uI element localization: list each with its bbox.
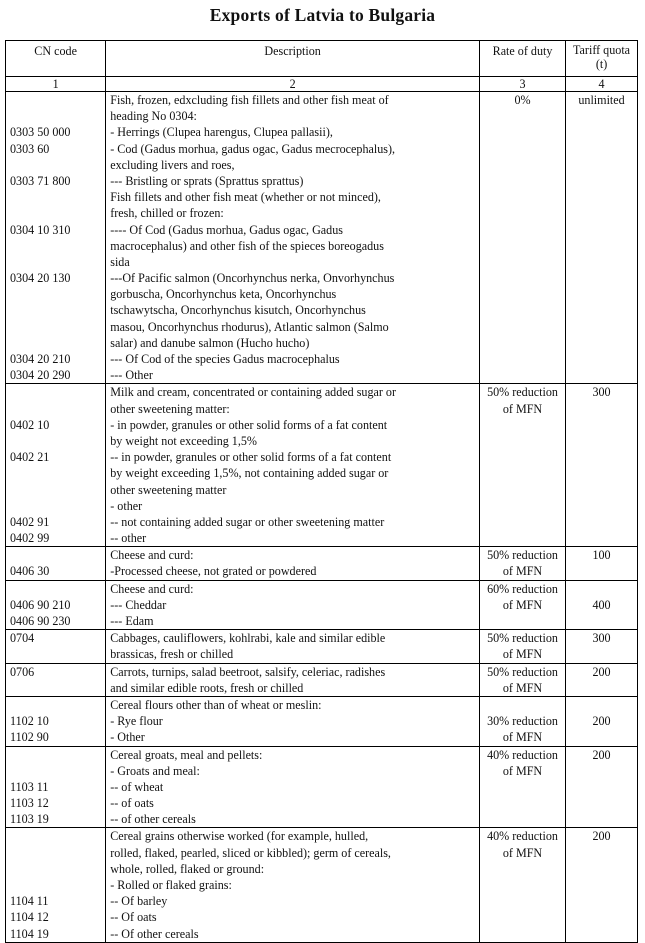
cn-code-cell bbox=[6, 580, 106, 630]
description-line: rolled, flaked, pearled, sliced or kibbled); germ of cereals, bbox=[110, 845, 391, 860]
cn-code-line bbox=[10, 763, 103, 779]
description-line: gorbuscha, Oncorhynchus keta, Oncorhynchus bbox=[110, 287, 337, 302]
description-line: - Other bbox=[110, 730, 145, 745]
cn-code-cell bbox=[6, 92, 106, 384]
description-line: Fish, frozen, edxcluding fish fillets and other fish meat of bbox=[110, 93, 389, 107]
description-cell bbox=[106, 696, 480, 746]
tariff-quota-cell bbox=[566, 384, 638, 547]
tariff-quota-line: 100 bbox=[592, 548, 611, 563]
cn-code-line bbox=[10, 189, 103, 205]
description-line: -- Of oats bbox=[110, 910, 157, 925]
description-line: excluding livers and roes, bbox=[110, 157, 235, 172]
description-line: other sweetening matter: bbox=[110, 401, 230, 416]
description-line: Fish fillets and other fish meat (whether or not minced), bbox=[110, 190, 381, 205]
description-line: sida bbox=[110, 254, 130, 269]
tariff-quota-line bbox=[568, 581, 635, 597]
description-line: Cabbages, cauliflowers, kohlrabi, kale and similar edible bbox=[110, 631, 386, 646]
cn-code-line: 0402 99 bbox=[10, 531, 50, 546]
table-row bbox=[6, 828, 638, 942]
description-line: --- Edam bbox=[110, 614, 154, 628]
description-line: -- in powder, granules or other solid forms of a fat content bbox=[110, 450, 392, 465]
rate-of-duty-line: of MFN bbox=[502, 647, 543, 662]
cn-code-line bbox=[10, 845, 103, 861]
tariff-quota-cell bbox=[566, 630, 638, 663]
description-line: - in powder, granules or other solid forms of a fat content bbox=[110, 417, 388, 432]
cn-code-line bbox=[10, 433, 103, 449]
rate-of-duty-cell bbox=[479, 696, 565, 746]
cn-code-line: 0406 30 bbox=[10, 564, 50, 579]
cn-code-line: 1103 12 bbox=[10, 796, 49, 811]
cn-code-line: 0304 20 130 bbox=[10, 271, 71, 286]
cn-code-line bbox=[10, 697, 103, 713]
description-line: --- Bristling or sprats (Sprattus sprattus) bbox=[110, 173, 304, 188]
cn-code-cell bbox=[6, 663, 106, 696]
rate-of-duty-line: 30% reduction bbox=[487, 714, 558, 729]
cn-code-line: 0402 21 bbox=[10, 450, 50, 465]
cn-code-line: 0304 20 290 bbox=[10, 368, 71, 383]
description-line: --- Of Cod of the species Gadus macrocephalus bbox=[110, 352, 340, 366]
description-line: -- of oats bbox=[110, 796, 154, 811]
cn-code-line bbox=[10, 238, 103, 254]
cn-code-line: 0402 91 bbox=[10, 514, 50, 529]
description-cell bbox=[106, 384, 480, 547]
cn-code-line bbox=[10, 747, 103, 763]
tariff-quota-cell bbox=[566, 92, 638, 384]
description-line: Cereal flours other than of wheat or meslin: bbox=[110, 697, 322, 712]
cn-code-line bbox=[10, 877, 103, 893]
cn-code-line: 1104 11 bbox=[10, 894, 49, 909]
cn-code-line: 1103 11 bbox=[10, 779, 49, 794]
cn-code-line: 0406 90 230 bbox=[10, 614, 71, 628]
description-line: -- other bbox=[110, 531, 147, 546]
tariff-quota-line: 400 bbox=[592, 597, 611, 612]
cn-code-line: 1103 19 bbox=[10, 812, 49, 827]
tariff-quota-line: 300 bbox=[592, 631, 611, 646]
description-line: ---- Of Cod (Gadus morhua, Gadus ogac, Gadus bbox=[110, 222, 343, 237]
table-row bbox=[6, 630, 638, 663]
cn-code-line bbox=[10, 319, 103, 335]
rate-of-duty-line: of MFN bbox=[502, 597, 543, 612]
cn-code-cell bbox=[6, 630, 106, 663]
rate-of-duty-cell bbox=[479, 828, 565, 942]
table-row bbox=[6, 696, 638, 746]
description-cell bbox=[106, 828, 480, 942]
cn-code-line bbox=[10, 205, 103, 221]
cn-code-line bbox=[10, 302, 103, 318]
tariff-quota-line: 200 bbox=[592, 747, 611, 762]
cn-code-line bbox=[10, 861, 103, 877]
rate-of-duty-line: 50% reduction bbox=[487, 385, 558, 400]
description-line: whole, rolled, flaked or ground: bbox=[110, 861, 265, 876]
cn-code-cell bbox=[6, 828, 106, 942]
rate-of-duty-cell bbox=[479, 630, 565, 663]
cn-code-line bbox=[10, 581, 103, 597]
description-cell bbox=[106, 92, 480, 384]
tariff-quota-line: 200 bbox=[592, 664, 611, 679]
rate-of-duty-cell bbox=[479, 384, 565, 547]
header-rate-of-duty: Rate of duty bbox=[479, 41, 565, 77]
tariff-quota-cell bbox=[566, 696, 638, 746]
cn-code-cell bbox=[6, 547, 106, 580]
cn-code-line: 1102 10 bbox=[10, 714, 49, 729]
table-row bbox=[6, 746, 638, 828]
cn-code-line: 0303 60 bbox=[10, 141, 50, 156]
column-number-4: 4 bbox=[566, 77, 638, 92]
description-line: Cheese and curd: bbox=[110, 581, 194, 596]
description-cell bbox=[106, 547, 480, 580]
cn-code-line bbox=[10, 498, 103, 514]
tariff-quota-line: 200 bbox=[592, 714, 611, 729]
rate-of-duty-line: 0% bbox=[514, 93, 531, 107]
description-cell bbox=[106, 663, 480, 696]
description-line: - Rye flour bbox=[110, 714, 163, 729]
cn-code-line bbox=[10, 547, 103, 563]
cn-code-line bbox=[10, 401, 103, 417]
header-tariff-quota: Tariff quota (t) bbox=[566, 41, 638, 77]
rate-of-duty-line: of MFN bbox=[502, 730, 543, 745]
description-line: brassicas, fresh or chilled bbox=[110, 647, 234, 662]
cn-code-cell bbox=[6, 746, 106, 828]
tariff-quota-line: 300 bbox=[592, 385, 611, 400]
table-row bbox=[6, 92, 638, 384]
description-line: - Herrings (Clupea harengus, Clupea pallasii), bbox=[110, 125, 333, 140]
description-line: ---Of Pacific salmon (Oncorhynchus nerka, Onvorhynchus bbox=[110, 271, 395, 286]
rate-of-duty-cell bbox=[479, 580, 565, 630]
column-number-1: 1 bbox=[6, 77, 106, 92]
tariff-quota-line: 200 bbox=[592, 829, 611, 844]
cn-code-line bbox=[10, 92, 103, 108]
cn-code-line: 0304 10 310 bbox=[10, 222, 71, 237]
rate-of-duty-line: 60% reduction bbox=[487, 581, 558, 596]
cn-code-line bbox=[10, 157, 103, 173]
description-line: Milk and cream, concentrated or containing added sugar or bbox=[110, 385, 397, 400]
rate-of-duty-cell bbox=[479, 746, 565, 828]
table-row bbox=[6, 384, 638, 547]
cn-code-line bbox=[10, 828, 103, 844]
column-number-2: 2 bbox=[106, 77, 480, 92]
cn-code-line: 0706 bbox=[10, 664, 35, 679]
rate-of-duty-line: 50% reduction bbox=[487, 548, 558, 563]
rate-of-duty-line: of MFN bbox=[502, 564, 543, 579]
table-header bbox=[6, 41, 638, 92]
cn-code-line bbox=[10, 108, 103, 124]
rate-of-duty-line: of MFN bbox=[502, 763, 543, 778]
cn-code-line: 1104 12 bbox=[10, 910, 49, 925]
description-line: and similar edible roots, fresh or chilled bbox=[110, 680, 304, 695]
description-line: -- Of other cereals bbox=[110, 926, 199, 941]
description-line: -- Of barley bbox=[110, 894, 168, 909]
column-number-3: 3 bbox=[479, 77, 565, 92]
description-line: - Cod (Gadus morhua, gadus ogac, Gadus mecrocephalus), bbox=[110, 141, 396, 156]
tariff-quota-cell bbox=[566, 547, 638, 580]
description-line: fresh, chilled or frozen: bbox=[110, 206, 224, 221]
description-line: - Rolled or flaked grains: bbox=[110, 878, 232, 892]
cn-code-line: 1104 19 bbox=[10, 926, 49, 941]
cn-code-line bbox=[10, 254, 103, 270]
rate-of-duty-line bbox=[482, 697, 563, 713]
cn-code-line: 0304 20 210 bbox=[10, 352, 71, 366]
cn-code-line bbox=[10, 482, 103, 498]
header-cn-code: CN code bbox=[6, 41, 106, 77]
description-line: --- Other bbox=[110, 368, 153, 383]
tariff-quota-cell bbox=[566, 663, 638, 696]
header-description: Description bbox=[106, 41, 480, 77]
rate-of-duty-line: of MFN bbox=[502, 401, 543, 416]
description-line: - Groats and meal: bbox=[110, 763, 200, 778]
description-line: heading No 0304: bbox=[110, 109, 197, 124]
table-body bbox=[6, 92, 638, 943]
description-line: -- of wheat bbox=[110, 779, 164, 794]
cn-code-line: 0303 71 800 bbox=[10, 173, 71, 188]
rate-of-duty-line: of MFN bbox=[502, 680, 543, 695]
tariff-quota-line: unlimited bbox=[578, 93, 625, 107]
cn-code-line bbox=[10, 384, 103, 400]
tariff-quota-line bbox=[568, 697, 635, 713]
description-line: Cheese and curd: bbox=[110, 548, 194, 563]
description-cell bbox=[106, 746, 480, 828]
description-line: -- not containing added sugar or other sweetening matter bbox=[110, 514, 385, 529]
tariff-quota-cell bbox=[566, 746, 638, 828]
description-line: Carrots, turnips, salad beetroot, salsify, celeriac, radishes bbox=[110, 664, 386, 679]
description-line: macrocephalus) and other fish of the spieces boreogadus bbox=[110, 238, 384, 253]
rate-of-duty-cell bbox=[479, 92, 565, 384]
tariff-quota-cell bbox=[566, 828, 638, 942]
tariff-table bbox=[5, 40, 638, 943]
rate-of-duty-cell bbox=[479, 663, 565, 696]
cn-code-line: 0704 bbox=[10, 631, 35, 646]
cn-code-line: 1102 90 bbox=[10, 730, 49, 745]
description-line: - other bbox=[110, 498, 143, 513]
description-line: by weight exceeding 1,5%, not containing added sugar or bbox=[110, 466, 389, 481]
cn-code-line: 0406 90 210 bbox=[10, 597, 71, 612]
description-line: -Processed cheese, not grated or powdered bbox=[110, 564, 317, 579]
tariff-quota-cell bbox=[566, 580, 638, 630]
description-line: tschawytscha, Oncorhynchus kisutch, Oncorhynchus bbox=[110, 303, 366, 318]
description-line: other sweetening matter bbox=[110, 482, 227, 497]
page-title: Exports of Latvia to Bulgaria bbox=[209, 5, 436, 25]
rate-of-duty-line: 50% reduction bbox=[487, 664, 558, 679]
cn-code-line bbox=[10, 465, 103, 481]
description-line: Cereal grains otherwise worked (for example, hulled, bbox=[110, 829, 369, 844]
rate-of-duty-line: 40% reduction bbox=[487, 829, 558, 844]
description-cell bbox=[106, 580, 480, 630]
rate-of-duty-line: of MFN bbox=[502, 845, 543, 860]
table-row bbox=[6, 580, 638, 630]
description-line: masou, Oncorhynchus rhodurus), Atlantic salmon (Salmo bbox=[110, 319, 389, 334]
cn-code-line bbox=[10, 286, 103, 302]
description-line: --- Cheddar bbox=[110, 597, 167, 612]
cn-code-cell bbox=[6, 696, 106, 746]
description-line: by weight not exceeding 1,5% bbox=[110, 433, 258, 448]
cn-code-line: 0402 10 bbox=[10, 417, 50, 432]
cn-code-line: 0303 50 000 bbox=[10, 125, 71, 140]
cn-code-cell bbox=[6, 384, 106, 547]
table-row bbox=[6, 547, 638, 580]
description-cell bbox=[106, 630, 480, 663]
description-line: salar) and danube salmon (Hucho hucho) bbox=[110, 335, 310, 350]
description-line: -- of other cereals bbox=[110, 812, 196, 827]
rate-of-duty-cell bbox=[479, 547, 565, 580]
description-line: Cereal groats, meal and pellets: bbox=[110, 747, 263, 762]
cn-code-line bbox=[10, 335, 103, 351]
rate-of-duty-line: 40% reduction bbox=[487, 747, 558, 762]
table-row bbox=[6, 663, 638, 696]
rate-of-duty-line: 50% reduction bbox=[487, 631, 558, 646]
